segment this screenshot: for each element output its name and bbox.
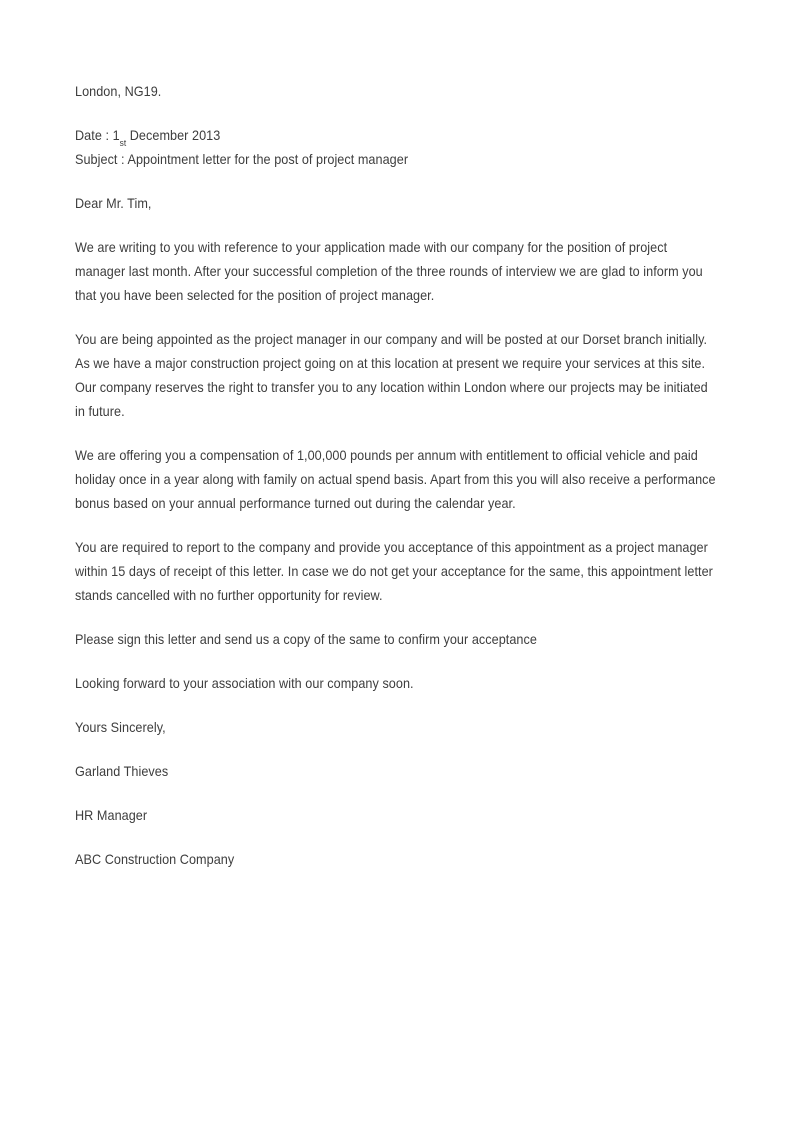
company-name: ABC Construction Company — [75, 852, 235, 867]
body-paragraph-3: We are offering you a compensation of 1,00,000 pounds per annum with entitlement to official vehicle and paid holiday once in a year along with family on actual spend basis. Apart from this you will also receive a performance bonus based on your annual performance turned out during the calendar year. — [75, 448, 720, 511]
body-paragraph-4: You are required to report to the company and provide you acceptance of this appointment as a project manager within 15 days of receipt of this letter. In case we do not get your acceptance for the same, this appointment letter stands cancelled with no further opportunity for review. — [75, 540, 717, 603]
signatory-name: Garland Thieves — [75, 764, 169, 779]
sign-request-line: Please sign this letter and send us a copy of the same to confirm your acceptance — [75, 632, 537, 647]
letter-body — [75, 80, 720, 872]
date-day: 1 — [112, 128, 120, 143]
date-ordinal-suffix: st — [119, 137, 127, 148]
closing-wish-line: Looking forward to your association with our company soon. — [75, 676, 414, 691]
subject-line: Subject : Appointment letter for the post of project manager — [75, 152, 409, 167]
signatory-title: HR Manager — [75, 808, 148, 823]
date-rest: December 2013 — [126, 128, 221, 143]
body-paragraph-1: We are writing to you with reference to your application made with our company for the position of project manager last month. After your successful completion of the three rounds of interview we are glad to inform you that you have been selected for the position of project manager. — [75, 240, 707, 303]
location-line: London, NG19. — [75, 84, 162, 99]
date-label: Date : — [75, 128, 113, 143]
salutation-line: Dear Mr. Tim, — [75, 196, 152, 211]
date-line — [75, 124, 717, 148]
body-paragraph-2: You are being appointed as the project manager in our company and will be posted at our Dorset branch initially. As we have a major construction project going on at this location at present we require your services at this site. Our company reserves the right to transfer you to any location within London where our projects may be initiated in future. — [75, 332, 712, 419]
valediction-line: Yours Sincerely, — [75, 720, 166, 735]
